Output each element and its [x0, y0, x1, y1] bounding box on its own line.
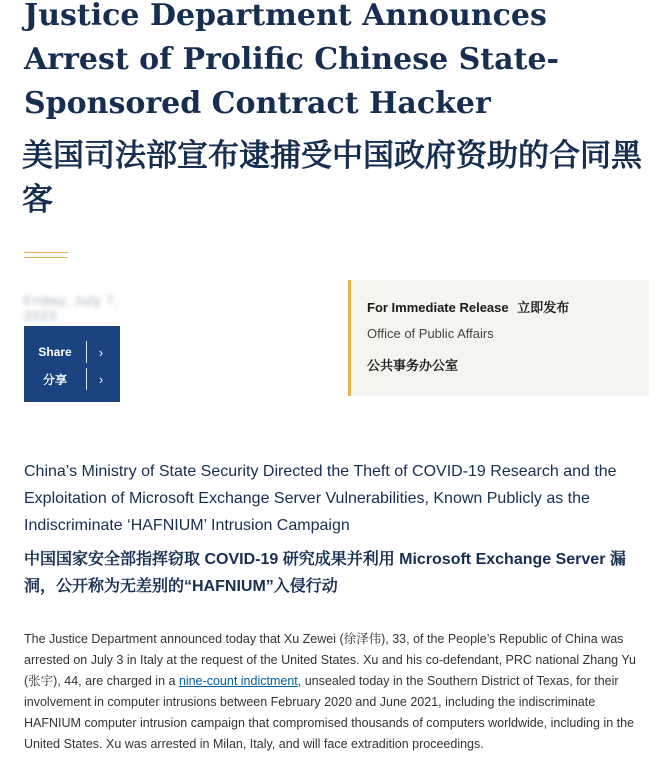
release-label-zh: 立即发布 [517, 300, 570, 315]
share-label: Share [38, 345, 72, 359]
release-info-box [348, 280, 649, 396]
article-subheading-zh: 中国国家安全部指挥窃取 COVID-19 研究成果并利用 Microsoft Exchange Server 漏洞，公开称为无差别的“HAFNIUM”入侵行动 [24, 551, 626, 595]
article-subheading: China’s Ministry of State Security Directed the Theft of COVID-19 Research and the Exploitation of Microsoft Exchange Server Vulnerabilities, Known Publicly as the Indiscriminate ‘HAFNIUM’ Intrusion Campaign [24, 463, 617, 534]
page-title: Justice Department Announces Arrest of Prolific Chinese State-Sponsored Contract Hacker [24, 0, 559, 121]
title-divider-top [24, 252, 68, 253]
share-button-zh[interactable] [24, 363, 120, 395]
body-text-part-1: The Justice Department announced today that Xu Zewei (徐泽伟), 33, of the People’s Republic of China was arrested on July 3 in Italy at the request of the United States. Xu and his co-defendant, PRC national Zhang Yu (张宇), 44, are charged in a [24, 632, 636, 688]
body-text-part-2: , unsealed today in the Southern District of Texas, for their involvement in computer intrusions between February 2020 and June 2021, including the indiscriminate HAFNIUM computer intrusion campaign that compromised thousands of computers worldwide, including in the United States. Xu was arrested in Milan, Italy, and will face extradition proceedings. [24, 674, 635, 751]
share-separator-zh [86, 368, 87, 390]
release-status [367, 297, 569, 316]
release-label: For Immediate Release [367, 300, 509, 315]
page-title-zh: 美国司法部宣布逮捕受中国政府资助的合同黑客 [22, 138, 642, 218]
office-name-zh: 公共事务办公室 [367, 358, 459, 373]
office-name: Office of Public Affairs [367, 326, 494, 341]
share-separator [86, 341, 87, 363]
chevron-right-icon: › [98, 371, 104, 387]
article-body [24, 629, 648, 755]
share-label-zh: 分享 [42, 372, 67, 387]
title-divider-bottom [24, 257, 68, 258]
indictment-link[interactable]: nine-count indictment [178, 674, 298, 688]
chevron-right-icon: › [98, 344, 104, 360]
publish-date: Friday, July 7, 2023 [24, 293, 119, 323]
share-panel [24, 326, 120, 402]
